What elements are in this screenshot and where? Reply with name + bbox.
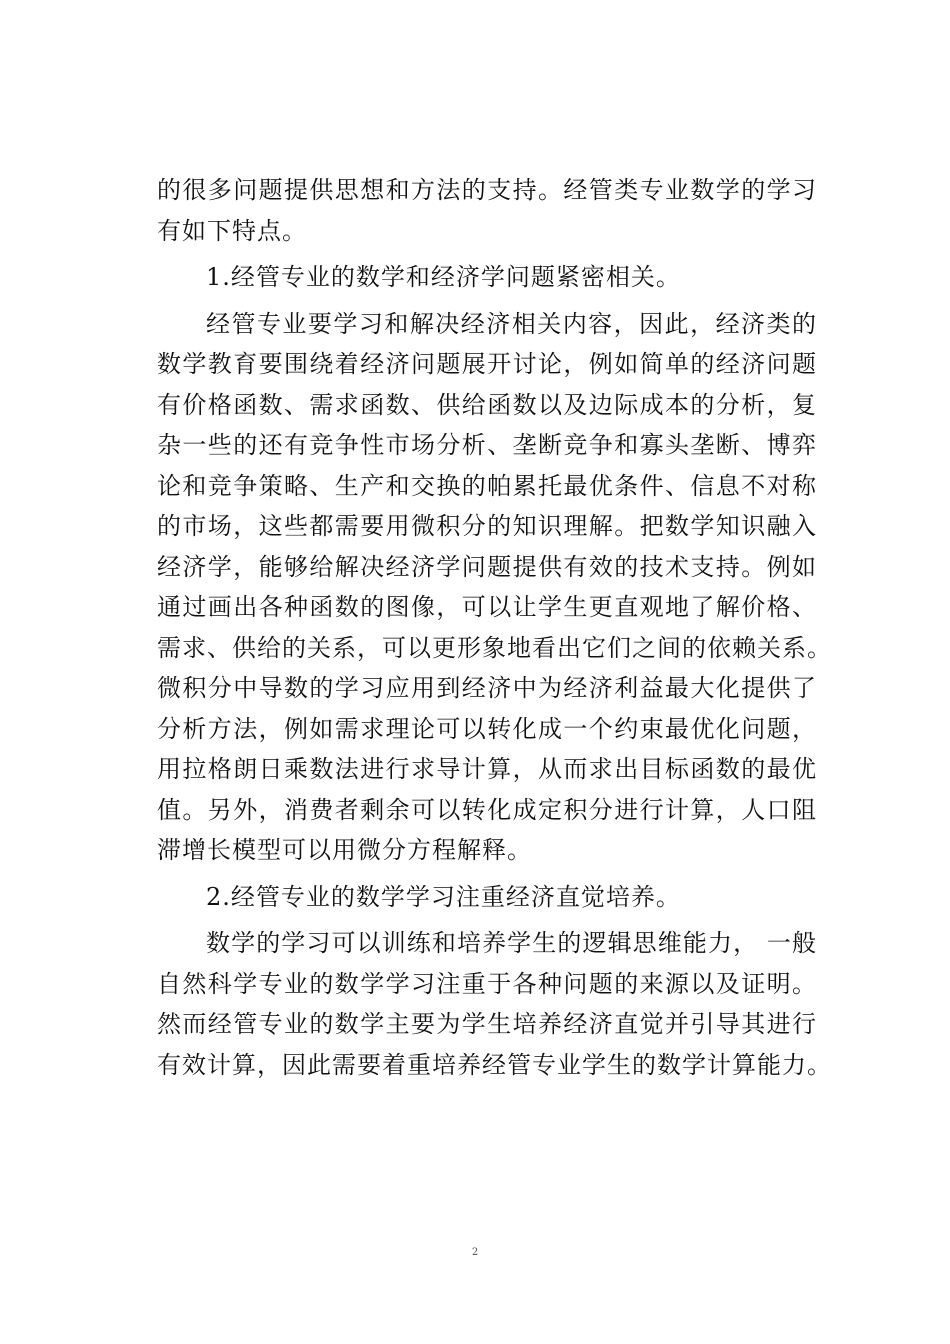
body-text — [157, 170, 832, 1085]
section-heading: 1.经管专业的数学和经济学问题紧密相关。 — [206, 263, 681, 291]
text-line: 需求、供给的关系，可以更形象地看出它们之间的依赖关系。 — [157, 633, 832, 662]
text-line: 用拉格朗日乘数法进行求导计算，从而求出目标函数的最优 — [157, 755, 817, 783]
text-line: 自然科学专业的数学学习注重于各种问题的来源以及证明。 — [157, 969, 817, 998]
text-line: 的市场，这些都需要用微积分的知识理解。把数学知识融入 — [157, 512, 817, 540]
text-line: 经济学，能够给解决经济学问题提供有效的技术支持。例如 — [157, 552, 817, 581]
text-line: 数学的学习可以训练和培养学生的逻辑思维能力， 一般 — [206, 929, 817, 957]
text-line: 通过画出各种函数的图像，可以让学生更直观地了解价格、 — [157, 593, 817, 621]
text-line: 分析方法，例如需求理论可以转化成一个约束最优化问题， — [157, 714, 817, 743]
text-line: 有价格函数、需求函数、供给函数以及边际成本的分析，复 — [157, 390, 817, 419]
text-line: 值。另外，消费者剩余可以转化成定积分进行计算，人口阻 — [157, 795, 817, 824]
text-line: 杂一些的还有竞争性市场分析、垄断竞争和寡头垄断、博弈 — [157, 431, 817, 459]
text-line: 有效计算，因此需要着重培养经管专业学生的数学计算能力。 — [157, 1050, 832, 1079]
text-line: 论和竞争策略、生产和交换的帕累托最优条件、信息不对称 — [157, 471, 817, 500]
text-line: 数学教育要围绕着经济问题展开讨论，例如简单的经济问题 — [157, 350, 817, 378]
text-line: 的很多问题提供思想和方法的支持。经管类专业数学的学习 — [157, 176, 817, 204]
text-line: 经管专业要学习和解决经济相关内容，因此，经济类的 — [206, 309, 817, 338]
page-number: 2 — [471, 1247, 479, 1258]
text-line: 然而经管专业的数学主要为学生培养经济直觉并引导其进行 — [157, 1010, 817, 1038]
text-line: 微积分中导数的学习应用到经济中为经济利益最大化提供了 — [157, 674, 817, 702]
section-heading: 2.经管专业的数学学习注重经济直觉培养。 — [206, 882, 681, 911]
text-line: 滞增长模型可以用微分方程解释。 — [157, 836, 532, 864]
text-line: 有如下特点。 — [157, 216, 307, 245]
